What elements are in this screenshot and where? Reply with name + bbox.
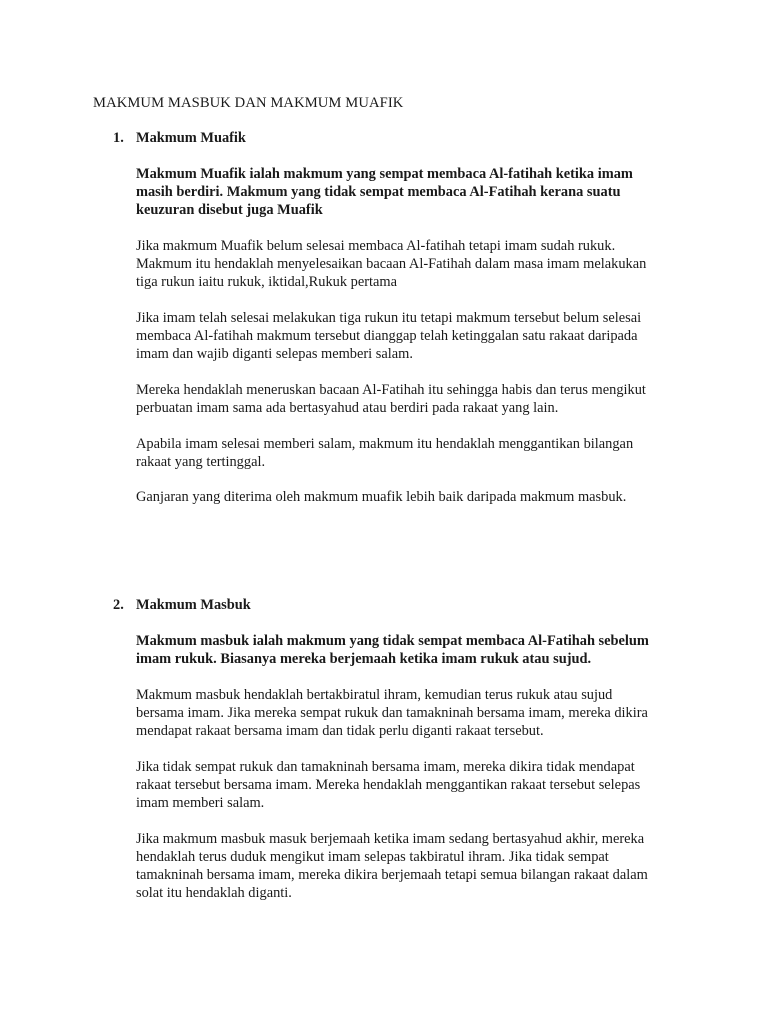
text-line: bersama imam. Jika mereka sempat rukuk dan tamakninah bersama imam, mereka dikira [136,705,648,721]
text-line: Ganjaran yang diterima oleh makmum muafik lebih baik daripada makmum masbuk. [136,489,627,505]
text-line: rakaat yang tertinggal. [136,454,266,470]
text-line: Jika makmum masbuk masuk berjemaah ketika imam sedang bertasyahud akhir, mereka [136,831,645,847]
document-title: MAKMUM MASBUK DAN MAKMUM MUAFIK [93,95,404,111]
text-line: Jika imam telah selesai melakukan tiga rukun itu tetapi makmum tersebut belum selesai [136,310,642,326]
section-2-paragraph-3 [136,830,681,902]
text-line: membaca Al-fatihah makmum tersebut dianggap telah ketinggalan satu rakaat daripada [136,328,638,344]
text-line: imam rukuk. Biasanya mereka berjemaah ketika imam rukuk atau sujud. [136,651,592,667]
text-line: masih berdiri. Makmum yang tidak sempat membaca Al-Fatihah kerana suatu [136,184,621,200]
section-1-paragraph-5 [136,488,681,506]
text-line: perbuatan imam sama ada bertasyahud atau berdiri pada rakaat yang lain. [136,400,559,416]
section-1-title: Makmum Muafik [136,130,246,146]
text-line: solat itu hendaklah diganti. [136,885,292,901]
text-line: mendapat rakaat bersama imam dan tidak perlu diganti rakaat tersebut. [136,723,544,739]
section-2-heading [113,596,251,614]
text-line: hendaklah terus duduk mengikut imam selepas takbiratul ihram. Jika tidak sempat [136,849,609,865]
section-2-paragraph-2 [136,758,681,812]
text-line: tamakninah bersama imam, mereka dikira berjemaah tetapi semua bilangan rakaat dalam [136,867,648,883]
section-1-paragraph-4 [136,435,681,471]
section-1-number: 1. [113,130,124,146]
text-line: Makmum masbuk hendaklah bertakbiratul ihram, kemudian terus rukuk atau sujud [136,687,613,703]
text-line: Apabila imam selesai memberi salam, makmum itu hendaklah menggantikan bilangan [136,436,634,452]
text-line: Mereka hendaklah meneruskan bacaan Al-Fatihah itu sehingga habis dan terus mengikut [136,382,646,398]
section-1-paragraph-1 [136,237,681,291]
text-line: Jika makmum Muafik belum selesai membaca Al-fatihah tetapi imam sudah rukuk. [136,238,616,254]
section-1-heading [113,129,246,147]
text-line: Jika tidak sempat rukuk dan tamakninah bersama imam, mereka dikira tidak mendapat [136,759,635,775]
section-2-paragraph-1 [136,686,681,740]
section-1-definition [136,165,681,219]
section-2-number: 2. [113,597,124,613]
section-2-definition [136,632,681,668]
text-line: imam memberi salam. [136,795,265,811]
text-line: Makmum masbuk ialah makmum yang tidak sempat membaca Al-Fatihah sebelum [136,633,649,649]
text-line: rakaat tersebut bersama imam. Mereka hendaklah menggantikan rakaat tersebut selepas [136,777,641,793]
section-1-paragraph-3 [136,381,681,417]
text-line: Makmum Muafik ialah makmum yang sempat membaca Al-fatihah ketika imam [136,166,633,182]
text-line: Makmum itu hendaklah menyelesaikan bacaan Al-Fatihah dalam masa imam melakukan [136,256,647,272]
text-line: imam dan wajib diganti selepas memberi salam. [136,346,413,362]
section-1-paragraph-2 [136,309,681,363]
text-line: tiga rukun iaitu rukuk, iktidal,Rukuk pertama [136,274,397,290]
text-line: keuzuran disebut juga Muafik [136,202,323,218]
section-2-title: Makmum Masbuk [136,597,251,613]
